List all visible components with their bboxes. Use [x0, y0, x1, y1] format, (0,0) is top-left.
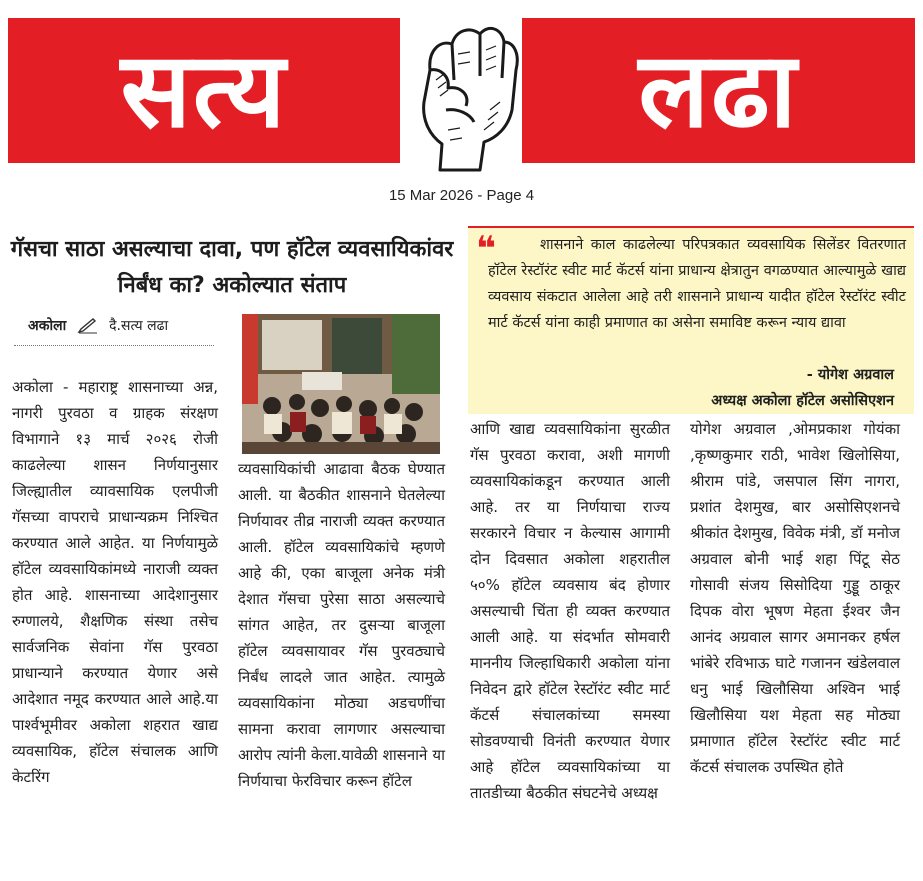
article-column-4: योगेश अग्रवाल ,ओमप्रकाश गोयंका ,कृष्णकुमार राठी, भावेश खिलोसिया, श्रीराम पांडे, जसपाल सिंग नागरा, प्रशांत देशमुख, बार असोसिएशनचे श्रीकांत देशमुख, विवेक मंत्री, डॉ मनोज अग्रवाल बोनी भाई शहा पिंटू सेठ गोसावी संजय सिसोदिया गुड्डू ठाकूर दिपक वोरा भूषण मेहता ईश्वर जैन आनंद अग्रवाल सागर अमानकर हर्षल भांबेरे रविभाऊ घाटे गजानन खंडेलवाल धनु भाई खिलौसिया अश्विन भाई खिलौसिया यश मेहता सह मोठ्या प्रमाणात हॉटेल रेस्टॉरंट स्वीट मार्ट कॅटर्स संचालक उपस्थित होते — [690, 420, 900, 776]
article-column-2: व्यवसायिकांची आढावा बैठक घेण्यात आली. या बैठकीत शासनाने घेतलेल्या निर्णयावर तीव्र नाराजी व्यक्त करण्यात आली. हॉटेल व्यवसायिकांचे म्हणणे आहे की, एका बाजूला अनेक मंत्री देशात गॅसचा पुरेसा साठा असल्याचे सांगत आहेत, तर दुसऱ्या बाजूला हॉटेल व्यवसायावर गॅस पुरवठ्याचे निर्बंध लादले जात आहेत. त्यामुळे व्यवसायिकांना मोठ्या अडचणींचा सामना करावा लागणार असल्याचा आरोप त्यांनी केला.यावेळी शासनाने या निर्णयाचा फेरविचार करून हॉटेल — [238, 460, 445, 790]
pull-quote-box — [468, 226, 914, 414]
pull-quote-author: - योगेश अग्रवाल — [806, 367, 894, 383]
masthead-word-left: सत्य — [8, 18, 400, 163]
meeting-photo — [242, 314, 440, 454]
masthead — [0, 0, 923, 185]
masthead-word-right: लढा — [522, 18, 915, 163]
article-column-1: अकोला - महाराष्ट्र शासनाच्या अन्न, नागरी पुरवठा व ग्राहक संरक्षण विभागाने १३ मार्च २०२६ रोजी काढलेल्या शासन निर्णयानुसार जिल्ह्यातील व्यावसायिक एलपीजी गॅसच्या वापराचे प्राधान्यक्रम निश्चित करण्यात आले आहेत. या निर्णयामुळे हॉटेल व्यवसायिकांमध्ये नाराजी व्यक्त होत आहे. शासनाच्या आदेशानुसार रुग्णालये, शैक्षणिक संस्था तसेच सार्वजनिक सेवांना गॅस पुरवठा प्राधान्याने करण्यात येणार असे आदेशात नमूद करण्यात आले आहे.या पार्श्वभूमीवर अकोला शहरात खाद्य व्यवसायिक, हॉटेल संचालक आणि केटरिंग — [12, 378, 218, 786]
byline-place: अकोला — [28, 318, 67, 334]
byline-source: दै.सत्य लढा — [109, 318, 169, 334]
pull-quote-text: शासनाने काल काढलेल्या परिपत्रकात व्यवसायिक सिलेंडर वितरणात हॉटेल रेस्टॉरंट स्वीट मार्ट कॅटर्स यांना प्राधान्य क्षेत्रातुन वगळण्यात आल्यामुळे खाद्य व्यवसाय संकटात आलेला आहे तरी शासनाने प्राधान्य यादीत हॉटेल रेस्टॉरंट स्वीट मार्ट कॅटर्स यांना काही प्रमाणात का असेना समाविष्ट करून न्याय द्यावा — [488, 237, 906, 331]
byline — [28, 316, 168, 335]
quote-mark-icon: ❝ — [476, 229, 496, 269]
pull-quote-author-title: अध्यक्ष अकोला हॉटेल असोसिएशन — [711, 393, 894, 409]
byline-divider — [14, 345, 214, 346]
pen-writing-icon — [77, 318, 99, 334]
dateline: 15 Mar 2026 - Page 4 — [388, 187, 535, 204]
article-headline: गॅसचा साठा असल्याचा दावा, पण हॉटेल व्यवसायिकांवर निर्बंध का? अकोल्यात संताप — [10, 237, 454, 298]
raised-fist-icon — [400, 10, 522, 175]
article-column-3: आणि खाद्य व्यवसायिकांना सुरळीत गॅस पुरवठा करावा, अशी मागणी व्यवसायिकांकडून करण्यात आली आहे. तर या निर्णयाचा राज्य सरकारने विचार न केल्यास आगामी दोन दिवसात अकोला शहरातील ५०% हॉटेल व्यवसाय बंद होणार असल्याची चिंता ही व्यक्त करण्यात आली आहे. या संदर्भात सोमवारी माननीय जिल्हाधिकारी अकोला यांना निवेदन द्वारे हॉटेल रेस्टॉरंट स्वीट मार्ट कॅटर्स संचालकांच्या समस्या सोडवण्याची विनंती करण्यात येणार आहे हॉटेल व्यवसायिकांच्या या तातडीच्या बैठकीत संघटनेचे अध्यक्ष — [470, 420, 670, 802]
